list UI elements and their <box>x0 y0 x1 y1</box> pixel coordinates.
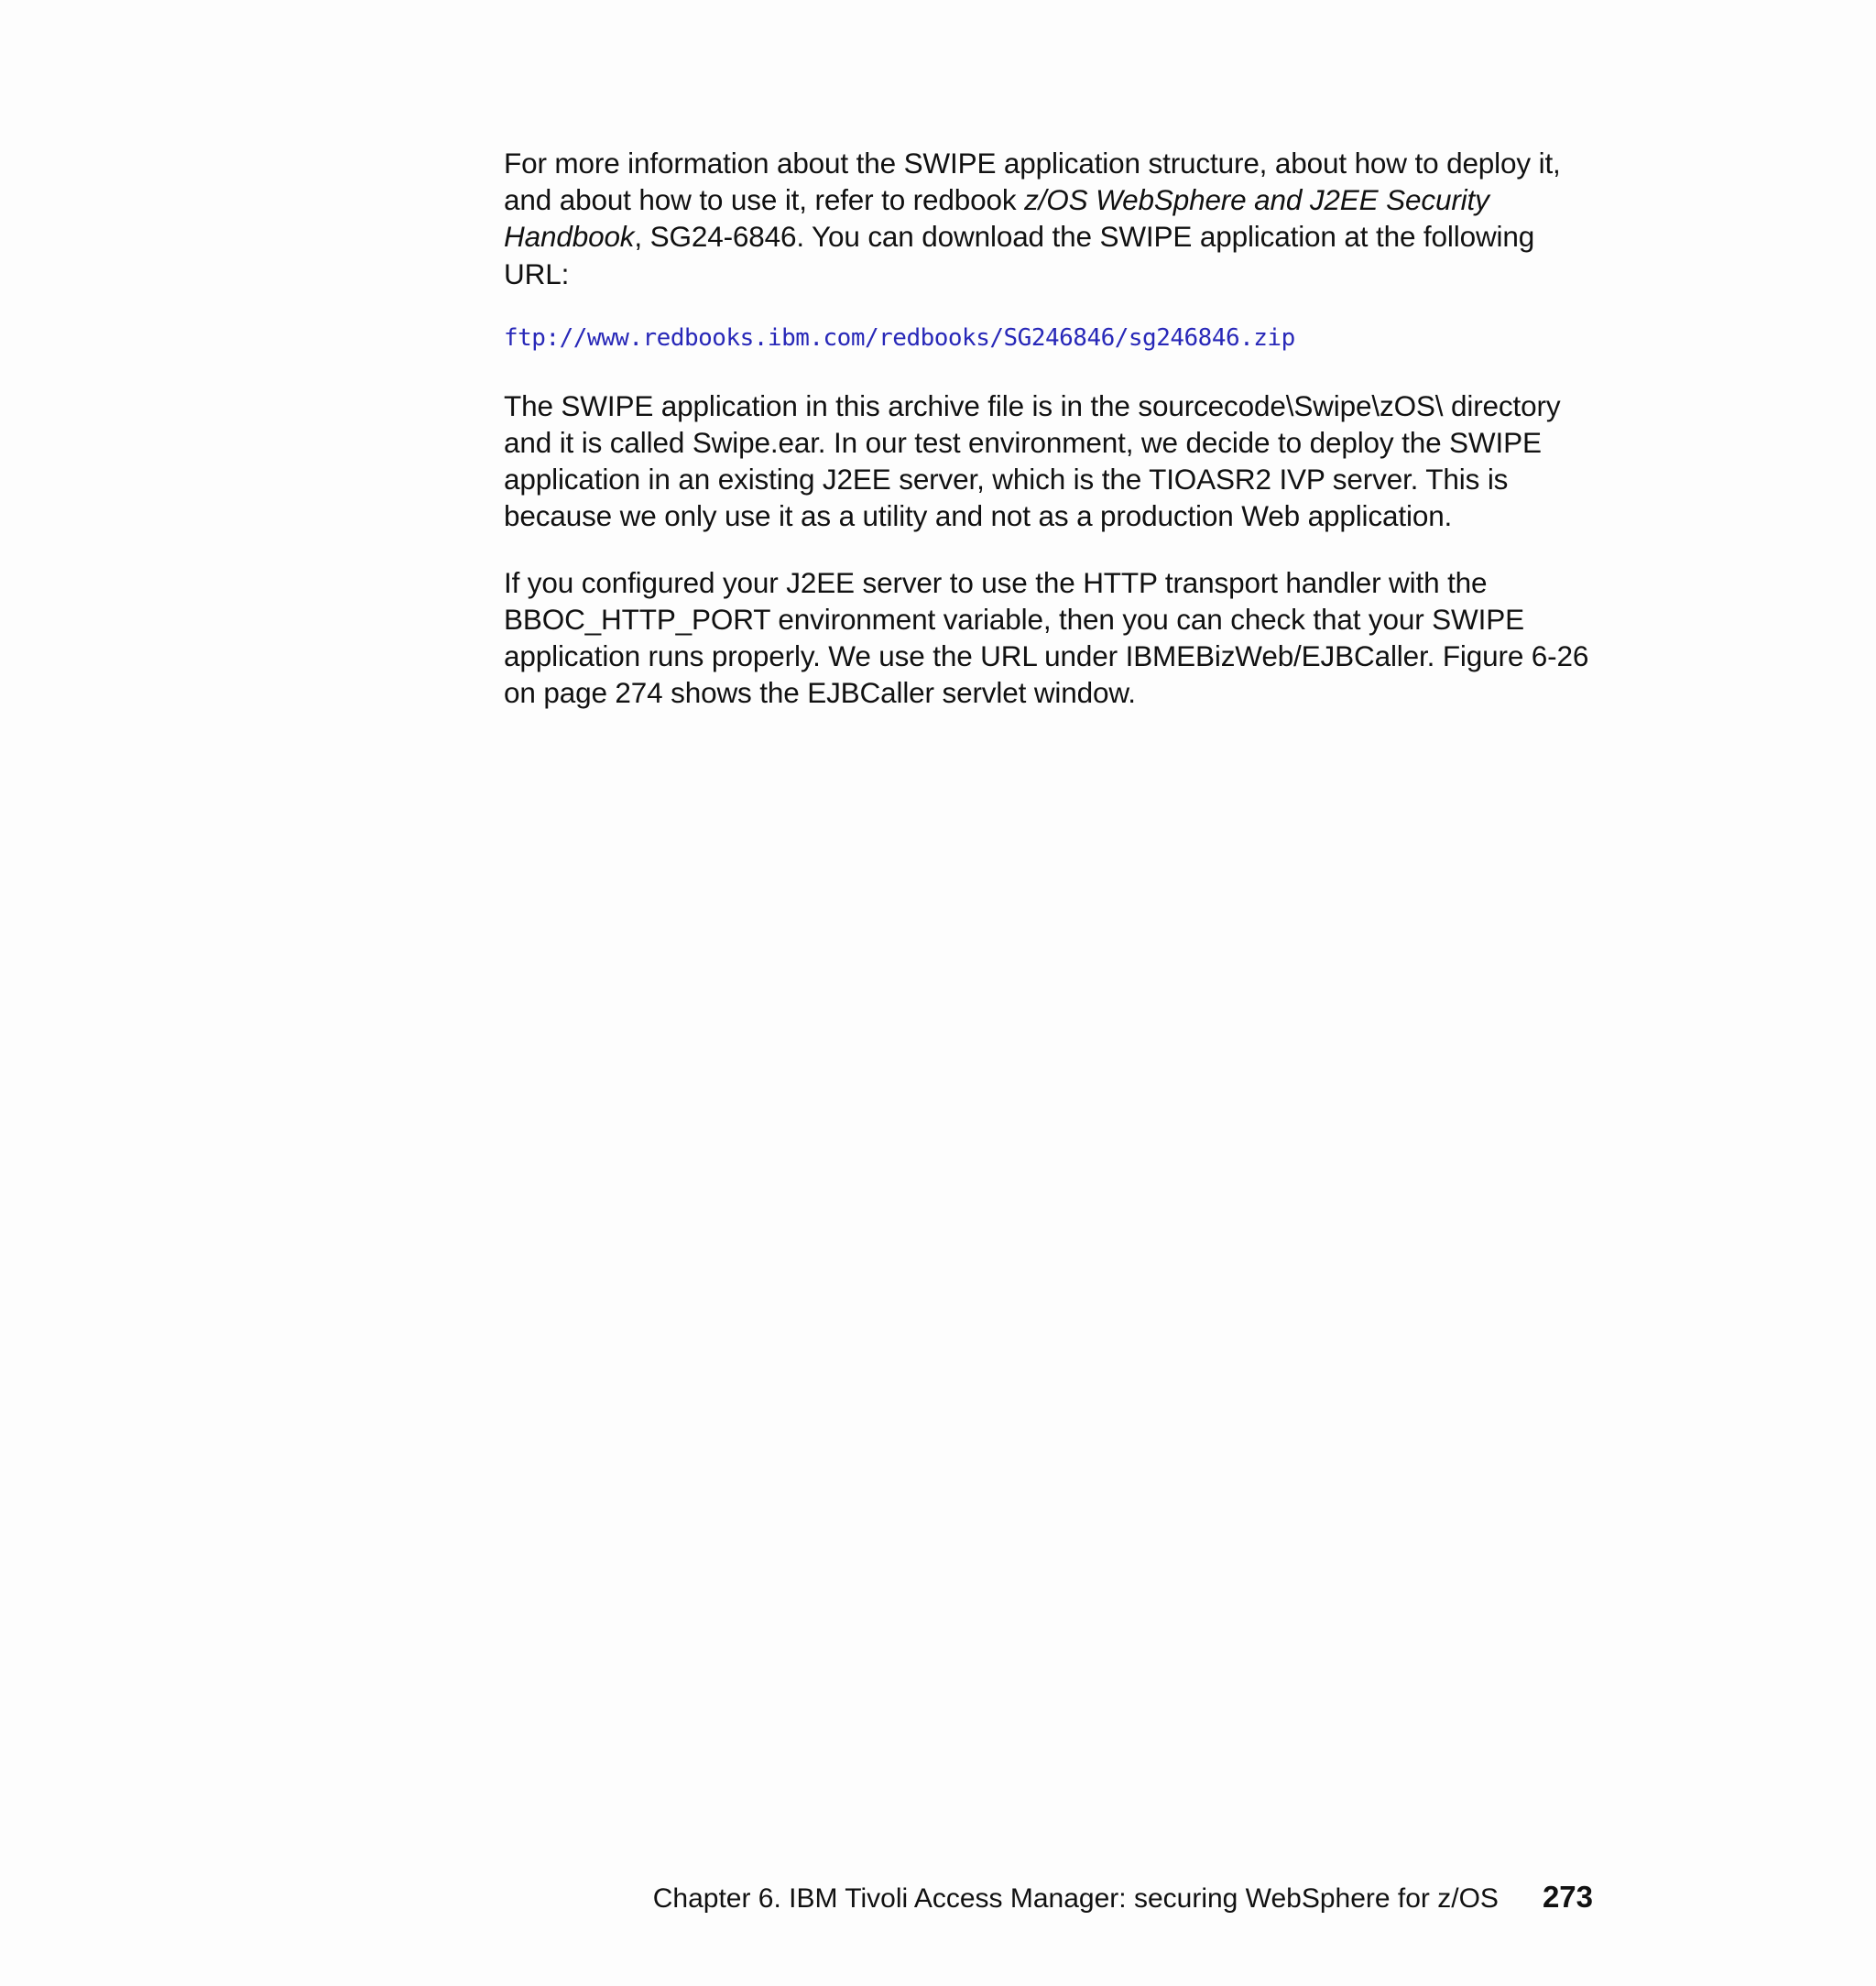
paragraph-http-transport: If you configured your J2EE server to use the HTTP transport handler with the BBOC_HTTP_PORT environment variable, then you can check that your SWIPE application runs properly. We use the URL under IBMEBizWeb/EJBCaller. Figure 6-26 on page 274 shows the EJBCaller servlet window. <box>504 565 1589 710</box>
paragraph-text: , SG24-6846. You can download the SWIPE application at the following URL: <box>504 220 1535 290</box>
paragraph-text: For more information about the SWIPE application structure, about how to deploy it, and about how to use it, refer to redbook <box>504 147 1561 217</box>
paragraph-archive-location: The SWIPE application in this archive file is in the sourcecode\Swipe\zOS\ directory and it is called Swipe.ear. In our test environment, we decide to deploy the SWIPE application in an existing J2EE server, which is the TIOASR2 IVP server. This is because we only use it as a utility and not as a production Web application. <box>504 388 1561 533</box>
book-title: z/OS WebSphere and J2EE Security Handbook <box>504 183 1489 254</box>
page-footer <box>0 1879 1593 1917</box>
download-url-link[interactable]: ftp://www.redbooks.ibm.com/redbooks/SG246846/sg246846.zip <box>504 323 1295 352</box>
page-body <box>504 145 1603 740</box>
page-number: 273 <box>1542 1880 1593 1914</box>
paragraph-download-info <box>504 145 1603 292</box>
footer-chapter-title: Chapter 6. IBM Tivoli Access Manager: securing WebSphere for z/OS <box>652 1883 1499 1914</box>
